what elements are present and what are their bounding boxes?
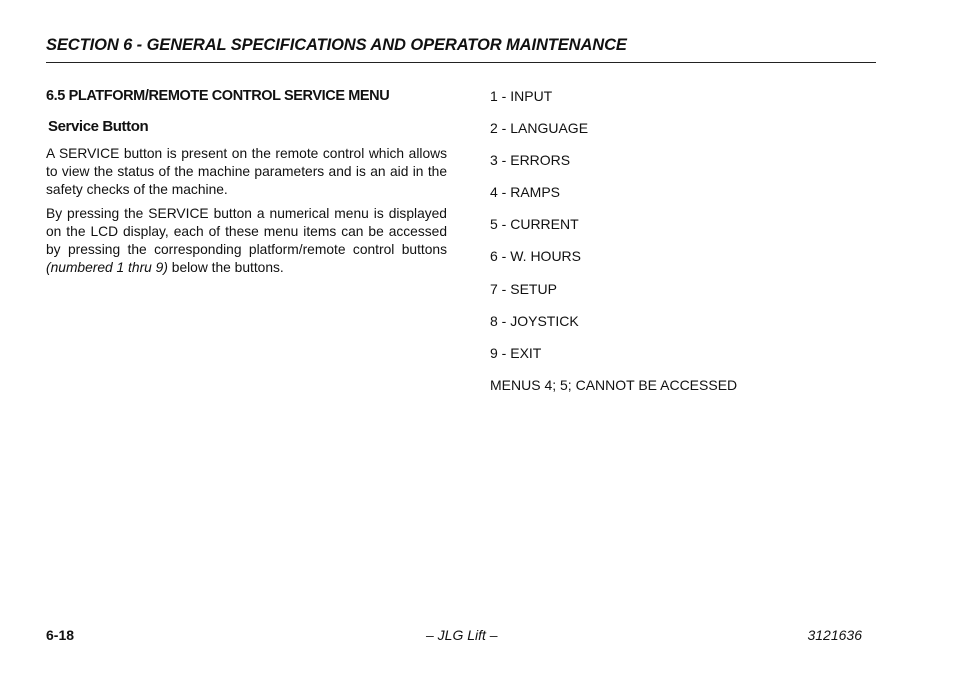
menu-item-exit: 9 - EXIT [490, 344, 542, 361]
service-menu-list [490, 87, 870, 376]
paragraph-2 [46, 205, 447, 277]
menu-item-errors: 3 - ERRORS [490, 152, 571, 169]
document-number: 3121636 [807, 627, 862, 643]
right-column [490, 87, 870, 394]
paragraph-2-end: below the buttons. [167, 260, 284, 275]
section-title: SECTION 6 - GENERAL SPECIFICATIONS AND OPERATOR MAINTENANCE [46, 36, 627, 54]
menu-note: MENUS 4; 5; CANNOT BE ACCESSED [490, 376, 738, 393]
menu-item-setup: 7 - SETUP [490, 280, 557, 297]
paragraph-2-italic: (numbered 1 thru 9) [46, 260, 168, 275]
menu-item-language: 2 - LANGUAGE [490, 120, 589, 137]
menu-item-joystick: 8 - JOYSTICK [490, 312, 579, 329]
menu-item-w-hours: 6 - W. HOURS [490, 248, 582, 265]
paragraph-2-start: By pressing the SERVICE button a numerical menu is displayed on the LCD display, each of these menu items can be accessed by pressing the corresponding platform/remote control buttons [46, 206, 447, 257]
subsection-heading: Service Button [48, 118, 149, 135]
section-header [46, 36, 876, 63]
menu-item-input: 1 - INPUT [490, 88, 553, 104]
menu-item-ramps: 4 - RAMPS [490, 184, 561, 201]
menu-item-current: 5 - CURRENT [490, 216, 579, 233]
page-number: 6-18 [46, 627, 75, 643]
section-heading: 6.5 PLATFORM/REMOTE CONTROL SERVICE MENU [46, 88, 390, 104]
footer-brand: – JLG Lift – [426, 627, 498, 643]
left-column [46, 88, 447, 277]
paragraph-1: A SERVICE button is present on the remote control which allows to view the status of the machine parameters and is an aid in the safety checks of the machine. [46, 146, 447, 197]
page-footer [46, 627, 862, 647]
